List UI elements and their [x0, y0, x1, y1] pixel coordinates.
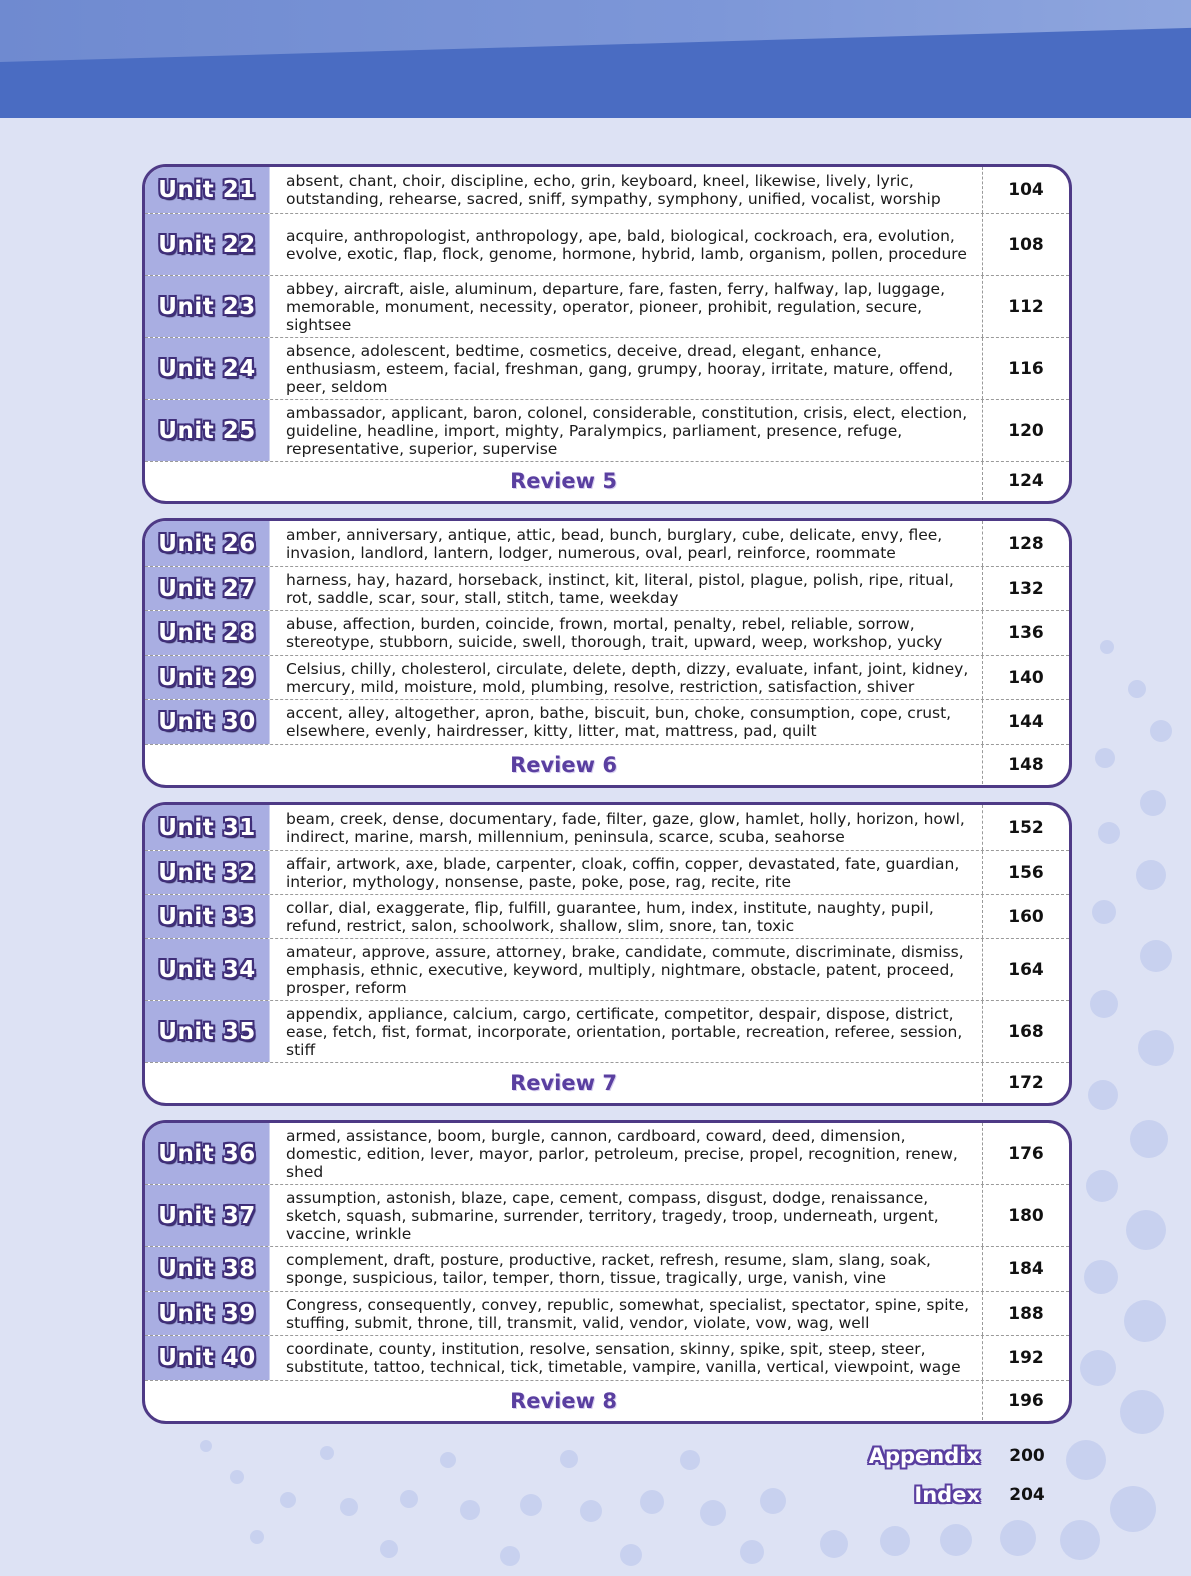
unit-word-list: affair, artwork, axe, blade, carpenter, cloak, coffin, copper, devastated, fate, guardian, interior, mythology, nonsense, paste, poke, pose, rag, recite, rite — [270, 851, 983, 894]
unit-page-number[interactable]: 164 — [1008, 959, 1044, 980]
unit-label-cell — [145, 1123, 270, 1184]
unit-word-list: collar, dial, exaggerate, flip, fulfill, guarantee, hum, index, institute, naughty, pupil, refund, restrict, salon, schoolwork, shallow, slim, snore, tan, toxic — [270, 895, 983, 938]
review-label: Review 5 — [510, 469, 617, 493]
unit-row[interactable] — [145, 1185, 1069, 1247]
unit-label: Unit 32 — [158, 859, 256, 886]
unit-page-number[interactable]: 104 — [1008, 180, 1044, 200]
unit-page-number[interactable]: 184 — [1008, 1259, 1044, 1279]
unit-row[interactable] — [145, 895, 1069, 939]
unit-word-list: appendix, appliance, calcium, cargo, certificate, competitor, despair, dispose, district, ease, fetch, fist, format, incorporate, orientation, portable, recreation, referee, session, stiff — [270, 1001, 983, 1062]
unit-label: Unit 40 — [158, 1345, 256, 1371]
unit-page-number[interactable]: 128 — [1008, 533, 1044, 554]
unit-page-number[interactable]: 160 — [1008, 906, 1044, 927]
unit-label: Unit 24 — [158, 355, 256, 382]
review-row[interactable] — [145, 1063, 1069, 1102]
unit-word-list: coordinate, county, institution, resolve, sensation, skinny, spike, spit, steep, steer, substitute, tattoo, technical, tick, timetable, vampire, vanilla, vertical, viewpoint, wage — [270, 1336, 983, 1380]
section-panel-4 — [142, 1120, 1072, 1424]
unit-word-list: abbey, aircraft, aisle, aluminum, departure, fare, fasten, ferry, halfway, lap, luggage, memorable, monument, necessity, operator, pioneer, prohibit, regulation, secure, sightsee — [270, 276, 983, 337]
unit-page-number[interactable]: 132 — [1008, 578, 1044, 599]
unit-page-number[interactable]: 140 — [1008, 667, 1044, 688]
section-panel-1 — [142, 164, 1072, 504]
unit-row[interactable] — [145, 1247, 1069, 1292]
unit-page-number[interactable]: 168 — [1008, 1021, 1044, 1042]
unit-label: Unit 35 — [158, 1018, 256, 1045]
unit-row[interactable] — [145, 167, 1069, 214]
review-row[interactable] — [145, 462, 1069, 500]
review-page-number[interactable]: 172 — [1008, 1072, 1044, 1093]
unit-label: Unit 39 — [158, 1300, 256, 1327]
unit-label: Unit 31 — [158, 814, 256, 841]
unit-page-number[interactable]: 144 — [1008, 712, 1044, 732]
unit-page-number[interactable]: 116 — [1008, 358, 1044, 379]
unit-word-list: absent, chant, choir, discipline, echo, grin, keyboard, kneel, likewise, lively, lyric, outstanding, rehearse, sacred, sniff, sympathy, symphony, unified, vocalist, worship — [270, 167, 983, 213]
unit-label-cell — [145, 567, 270, 610]
review-page-number[interactable]: 148 — [1008, 754, 1044, 775]
unit-page-number[interactable]: 112 — [1008, 296, 1044, 317]
unit-row[interactable] — [145, 567, 1069, 611]
unit-word-list: abuse, affection, burden, coincide, frown, mortal, penalty, rebel, reliable, sorrow, stereotype, stubborn, suicide, swell, thorough, trait, upward, weep, workshop, yucky — [270, 611, 983, 655]
index-page-number[interactable]: 204 — [1009, 1485, 1045, 1505]
unit-label-cell — [145, 276, 270, 337]
review-row[interactable] — [145, 745, 1069, 784]
unit-row[interactable] — [145, 851, 1069, 895]
unit-label-cell — [145, 1001, 270, 1062]
unit-label-cell — [145, 214, 270, 275]
unit-row[interactable] — [145, 1123, 1069, 1185]
index-entry[interactable] — [820, 1480, 1070, 1510]
unit-label-cell — [145, 167, 270, 213]
unit-page-number[interactable]: 108 — [1008, 234, 1044, 255]
review-label: Review 7 — [510, 1070, 617, 1095]
unit-row[interactable] — [145, 656, 1069, 700]
unit-row[interactable] — [145, 805, 1069, 851]
unit-label: Unit 38 — [158, 1256, 256, 1282]
header-band-highlight — [0, 0, 1191, 62]
unit-word-list: Congress, consequently, convey, republic, somewhat, specialist, spectator, spine, spite, stuffing, submit, throne, till, transmit, valid, vendor, violate, vow, wag, well — [270, 1292, 983, 1335]
review-row[interactable] — [145, 1381, 1069, 1420]
unit-label-cell — [145, 1247, 270, 1291]
unit-word-list: complement, draft, posture, productive, racket, refresh, resume, slam, slang, soak, sponge, suspicious, tailor, temper, thorn, tissue, tragically, urge, vanish, vine — [270, 1247, 983, 1291]
unit-row[interactable] — [145, 1292, 1069, 1336]
unit-label-cell — [145, 700, 270, 744]
unit-label: Unit 28 — [158, 620, 256, 646]
unit-page-number[interactable]: 176 — [1008, 1143, 1044, 1164]
appendix-label: Appendix — [868, 1444, 980, 1468]
unit-label: Unit 22 — [158, 231, 256, 258]
review-label-cell — [145, 1063, 983, 1102]
unit-row[interactable] — [145, 400, 1069, 462]
unit-label: Unit 36 — [158, 1140, 256, 1167]
unit-word-list: armed, assistance, boom, burgle, cannon, cardboard, coward, deed, dimension, domestic, edition, lever, mayor, parlor, petroleum, precise, propel, recognition, renew, shed — [270, 1123, 983, 1184]
review-label-cell — [145, 1381, 983, 1420]
unit-row[interactable] — [145, 214, 1069, 276]
unit-word-list: acquire, anthropologist, anthropology, ape, bald, biological, cockroach, era, evolution, evolve, exotic, flap, flock, genome, hormone, hybrid, lamb, organism, pollen, procedure — [270, 214, 983, 275]
unit-word-list: Celsius, chilly, cholesterol, circulate, delete, depth, dizzy, evaluate, infant, joint, kidney, mercury, mild, moisture, mold, plumbing, resolve, restriction, satisfaction, shiver — [270, 656, 983, 699]
unit-label: Unit 26 — [158, 530, 256, 557]
unit-row[interactable] — [145, 338, 1069, 400]
unit-label: Unit 37 — [158, 1202, 256, 1229]
unit-row[interactable] — [145, 521, 1069, 567]
review-label: Review 6 — [510, 752, 617, 777]
unit-word-list: amateur, approve, assure, attorney, brake, candidate, commute, discriminate, dismiss, emphasis, ethnic, executive, keyword, multiply, nightmare, obstacle, patent, proceed, prosper, reform — [270, 939, 983, 1000]
unit-label-cell — [145, 1185, 270, 1246]
unit-page-number[interactable]: 152 — [1008, 817, 1044, 838]
review-label: Review 8 — [510, 1388, 617, 1413]
unit-row[interactable] — [145, 1001, 1069, 1063]
unit-label-cell — [145, 851, 270, 894]
unit-label-cell — [145, 521, 270, 566]
unit-label: Unit 27 — [158, 575, 256, 602]
header-band — [0, 0, 1191, 118]
appendix-page-number[interactable]: 200 — [1009, 1446, 1045, 1466]
section-panel-2 — [142, 518, 1072, 788]
unit-label-cell — [145, 895, 270, 938]
unit-label: Unit 33 — [158, 903, 256, 930]
review-page-number[interactable]: 124 — [1008, 471, 1044, 491]
unit-label-cell — [145, 939, 270, 1000]
unit-label: Unit 21 — [158, 177, 256, 203]
unit-row[interactable] — [145, 1336, 1069, 1381]
unit-page-number[interactable]: 136 — [1008, 623, 1044, 643]
review-page-number[interactable]: 196 — [1008, 1390, 1044, 1411]
unit-row[interactable] — [145, 611, 1069, 656]
unit-row[interactable] — [145, 939, 1069, 1001]
unit-label-cell — [145, 805, 270, 850]
unit-row[interactable] — [145, 276, 1069, 338]
unit-label-cell — [145, 656, 270, 699]
unit-label-cell — [145, 1292, 270, 1335]
unit-label-cell — [145, 338, 270, 399]
unit-label-cell — [145, 400, 270, 461]
unit-label: Unit 34 — [158, 956, 256, 983]
unit-word-list: absence, adolescent, bedtime, cosmetics, deceive, dread, elegant, enhance, enthusiasm, esteem, facial, freshman, gang, grumpy, hooray, irritate, mature, offend, peer, seldom — [270, 338, 983, 399]
unit-page-number[interactable]: 156 — [1008, 862, 1044, 883]
unit-label: Unit 23 — [158, 293, 256, 320]
unit-word-list: accent, alley, altogether, apron, bathe, biscuit, bun, choke, consumption, cope, crust, elsewhere, evenly, hairdresser, kitty, litter, mat, mattress, pad, quilt — [270, 700, 983, 744]
unit-row[interactable] — [145, 700, 1069, 745]
unit-word-list: ambassador, applicant, baron, colonel, considerable, constitution, crisis, elect, election, guideline, headline, import, mighty, Paralympics, parliament, presence, refuge, representative, superior, supervise — [270, 400, 983, 461]
unit-label: Unit 30 — [158, 709, 256, 735]
unit-word-list: assumption, astonish, blaze, cape, cement, compass, disgust, dodge, renaissance, sketch, squash, submarine, surrender, territory, tragedy, troop, underneath, urgent, vaccine, wrinkle — [270, 1185, 983, 1246]
index-label: Index — [914, 1483, 980, 1507]
section-panel-3 — [142, 802, 1072, 1106]
unit-label-cell — [145, 1336, 270, 1380]
unit-word-list: amber, anniversary, antique, attic, bead, bunch, burglary, cube, delicate, envy, flee, invasion, landlord, lantern, lodger, numerous, oval, pearl, reinforce, roommate — [270, 521, 983, 566]
unit-word-list: beam, creek, dense, documentary, fade, filter, gaze, glow, hamlet, holly, horizon, howl, indirect, marine, marsh, millennium, peninsula, scarce, scuba, seahorse — [270, 805, 983, 850]
review-label-cell — [145, 462, 983, 500]
unit-page-number[interactable]: 180 — [1008, 1205, 1044, 1226]
appendix-entry[interactable] — [820, 1441, 1070, 1471]
review-label-cell — [145, 745, 983, 784]
unit-page-number[interactable]: 120 — [1008, 420, 1044, 441]
unit-label: Unit 25 — [158, 417, 256, 444]
unit-page-number[interactable]: 188 — [1008, 1303, 1044, 1324]
unit-label: Unit 29 — [158, 664, 256, 691]
unit-page-number[interactable]: 192 — [1008, 1348, 1044, 1368]
unit-label-cell — [145, 611, 270, 655]
unit-word-list: harness, hay, hazard, horseback, instinct, kit, literal, pistol, plague, polish, ripe, ritual, rot, saddle, scar, sour, stall, stitch, tame, weekday — [270, 567, 983, 610]
